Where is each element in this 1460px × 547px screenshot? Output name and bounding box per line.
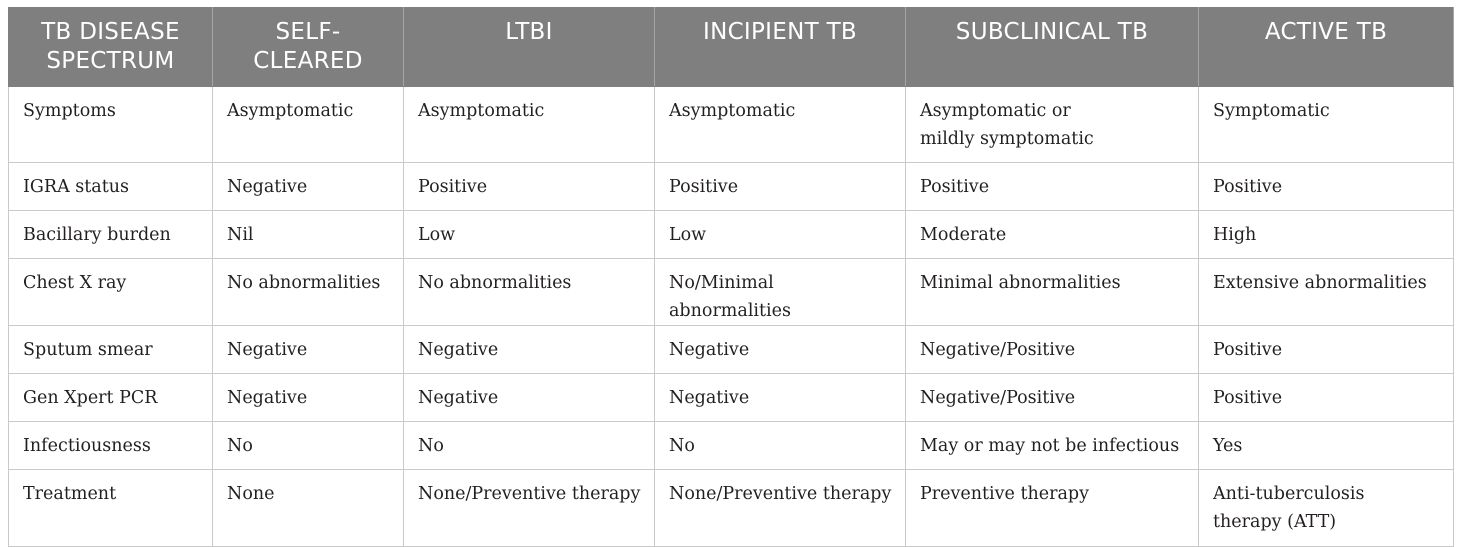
header-ltbi [404, 8, 655, 87]
header-line: SELF- [275, 19, 341, 45]
table-cell: Negative [404, 374, 655, 422]
header-active-tb [1199, 8, 1454, 87]
header-tb-disease-spectrum [9, 8, 213, 87]
table-cell: Negative [213, 374, 404, 422]
table-cell: Negative [213, 326, 404, 374]
table-cell: None/Preventive therapy [655, 470, 906, 547]
tb-spectrum-table [8, 7, 1454, 547]
table-cell [906, 87, 1199, 163]
header-line: SUBCLINICAL TB [955, 19, 1149, 45]
table-cell: No [655, 422, 906, 470]
row-label: Infectiousness [9, 422, 213, 470]
table-cell: Positive [906, 163, 1199, 211]
header-line: CLEARED [253, 48, 363, 74]
table-cell: Yes [1199, 422, 1454, 470]
table-row [9, 87, 1454, 163]
table-cell: Negative [655, 374, 906, 422]
table-row [9, 163, 1454, 211]
row-label: IGRA status [9, 163, 213, 211]
table-row [9, 211, 1454, 259]
table-cell: No [213, 422, 404, 470]
table-cell: No abnormalities [404, 259, 655, 326]
table-cell: Negative [404, 326, 655, 374]
table-cell: Positive [1199, 374, 1454, 422]
table-row [9, 422, 1454, 470]
header-incipient-tb [655, 8, 906, 87]
cell-line: mildly symptomatic [920, 129, 1094, 149]
table-cell: Negative [655, 326, 906, 374]
table-cell: Symptomatic [1199, 87, 1454, 163]
row-label: Chest X ray [9, 259, 213, 326]
table-row [9, 374, 1454, 422]
header-line: TB DISEASE [41, 19, 180, 45]
table-cell: Moderate [906, 211, 1199, 259]
tb-spectrum-table-container [8, 7, 1454, 547]
header-line: ACTIVE TB [1264, 19, 1388, 45]
table-cell: Positive [1199, 326, 1454, 374]
table-cell: Nil [213, 211, 404, 259]
table-cell: May or may not be infectious [906, 422, 1199, 470]
table-cell: No abnormalities [213, 259, 404, 326]
table-cell: No [404, 422, 655, 470]
header-row [9, 8, 1454, 87]
table-cell: Negative/Positive [906, 326, 1199, 374]
table-cell: No/Minimal abnormalities [655, 259, 906, 326]
table-cell: Asymptomatic [404, 87, 655, 163]
table-row [9, 470, 1454, 547]
table-cell: Positive [1199, 163, 1454, 211]
cell-line: Asymptomatic or [920, 101, 1071, 121]
table-cell: Extensive abnormalities [1199, 259, 1454, 326]
table-cell: Asymptomatic [655, 87, 906, 163]
row-label: Gen Xpert PCR [9, 374, 213, 422]
table-row [9, 326, 1454, 374]
table-cell: None/Preventive therapy [404, 470, 655, 547]
table-cell: Positive [655, 163, 906, 211]
table-cell [1199, 470, 1454, 547]
cell-line: Anti-tuberculosis [1213, 484, 1365, 504]
table-cell: Low [404, 211, 655, 259]
table-cell: Minimal abnormalities [906, 259, 1199, 326]
header-self-cleared [213, 8, 404, 87]
table-row [9, 259, 1454, 326]
row-label: Symptoms [9, 87, 213, 163]
header-line: INCIPIENT TB [702, 19, 857, 45]
table-cell: High [1199, 211, 1454, 259]
table-cell: Negative/Positive [906, 374, 1199, 422]
table-cell: Asymptomatic [213, 87, 404, 163]
table-cell: Positive [404, 163, 655, 211]
row-label: Bacillary burden [9, 211, 213, 259]
table-cell: Negative [213, 163, 404, 211]
header-line: LTBI [505, 19, 553, 45]
header-line: SPECTRUM [46, 48, 175, 74]
row-label: Sputum smear [9, 326, 213, 374]
table-cell: None [213, 470, 404, 547]
table-cell: Low [655, 211, 906, 259]
cell-line: therapy (ATT) [1213, 512, 1337, 532]
row-label: Treatment [9, 470, 213, 547]
table-cell: Preventive therapy [906, 470, 1199, 547]
header-subclinical-tb [906, 8, 1199, 87]
